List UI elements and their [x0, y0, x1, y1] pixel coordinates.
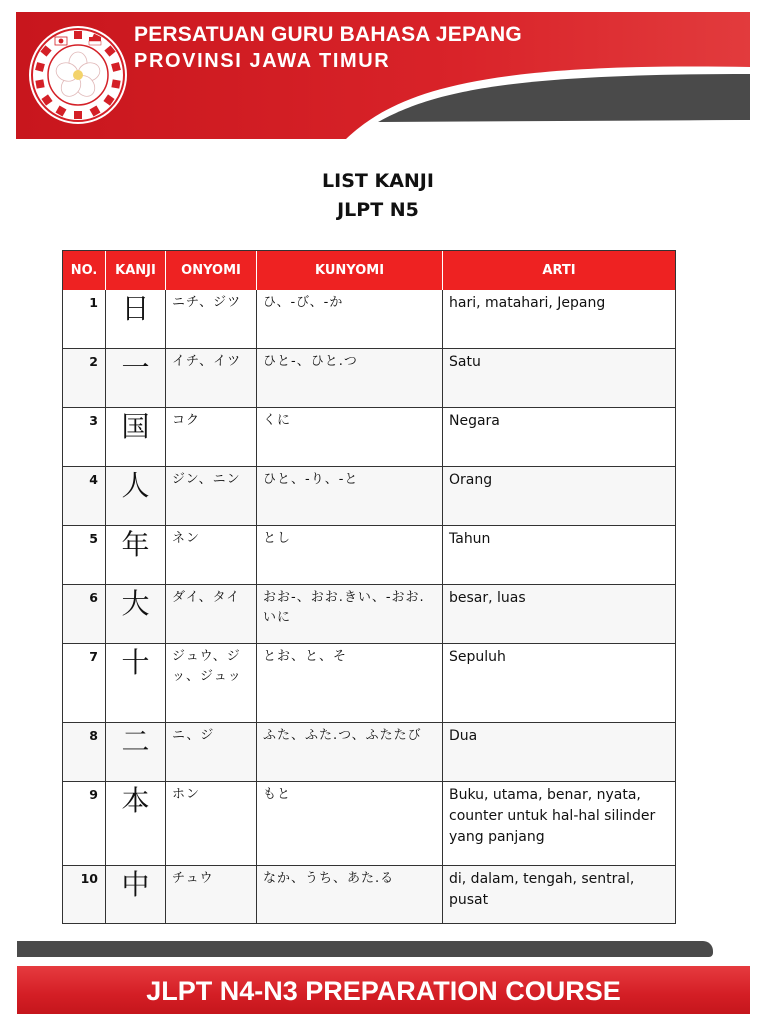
kunyomi-reading: ひと-、ひと.つ — [257, 349, 443, 408]
kanji-character: 二 — [106, 723, 166, 782]
header-no: NO. — [63, 251, 106, 290]
meaning: di, dalam, tengah, sentral, pusat — [443, 866, 676, 924]
header-onyomi: ONYOMI — [166, 251, 257, 290]
footer-course-title: JLPT N4-N3 PREPARATION COURSE — [146, 976, 621, 1006]
table-row — [63, 467, 676, 526]
kanji-character: 本 — [106, 782, 166, 866]
meaning: Tahun — [443, 526, 676, 585]
kunyomi-reading: とお、と、そ — [257, 644, 443, 723]
document-subtitle: JLPT N5 — [337, 199, 419, 221]
meaning: Satu — [443, 349, 676, 408]
table-row — [63, 723, 676, 782]
onyomi-reading: ホン — [166, 782, 257, 866]
onyomi-reading: イチ、イツ — [166, 349, 257, 408]
header-kunyomi: KUNYOMI — [257, 251, 443, 290]
onyomi-reading: ニ、ジ — [166, 723, 257, 782]
kanji-character: 国 — [106, 408, 166, 467]
table-row — [63, 290, 676, 349]
header-banner — [16, 12, 750, 139]
kunyomi-reading: くに — [257, 408, 443, 467]
row-number: 5 — [63, 526, 106, 585]
row-number: 9 — [63, 782, 106, 866]
header-province: PROVINSI JAWA TIMUR — [134, 50, 391, 72]
kanji-character: 一 — [106, 349, 166, 408]
meaning: besar, luas — [443, 585, 676, 644]
row-number: 8 — [63, 723, 106, 782]
kanji-character: 十 — [106, 644, 166, 723]
table-row — [63, 408, 676, 467]
table-row — [63, 585, 676, 644]
meaning: Dua — [443, 723, 676, 782]
row-number: 3 — [63, 408, 106, 467]
kunyomi-reading: なか、うち、あた.る — [257, 866, 443, 924]
row-number: 6 — [63, 585, 106, 644]
table-row — [63, 866, 676, 924]
meaning: hari, matahari, Jepang — [443, 290, 676, 349]
meaning: Negara — [443, 408, 676, 467]
meaning: Orang — [443, 467, 676, 526]
kunyomi-reading: もと — [257, 782, 443, 866]
table-row — [63, 782, 676, 866]
row-number: 10 — [63, 866, 106, 924]
footer-divider-bar — [17, 941, 713, 957]
kanji-character: 大 — [106, 585, 166, 644]
table-row — [63, 349, 676, 408]
kunyomi-reading: おお-、おお.きい、-おお.いに — [257, 585, 443, 644]
onyomi-reading: チュウ — [166, 866, 257, 924]
onyomi-reading: ニチ、ジツ — [166, 290, 257, 349]
kunyomi-reading: ふた、ふた.つ、ふたたび — [257, 723, 443, 782]
kunyomi-reading: ひと、-り、-と — [257, 467, 443, 526]
header-kanji: KANJI — [106, 251, 166, 290]
onyomi-reading: ネン — [166, 526, 257, 585]
kanji-character: 年 — [106, 526, 166, 585]
onyomi-reading: ダイ、タイ — [166, 585, 257, 644]
meaning: Buku, utama, benar, nyata, counter untuk hal-hal silinder yang panjang — [443, 782, 676, 866]
kunyomi-reading: とし — [257, 526, 443, 585]
onyomi-reading: コク — [166, 408, 257, 467]
table-header-row — [63, 251, 676, 290]
document-title: LIST KANJI — [322, 170, 434, 192]
row-number: 7 — [63, 644, 106, 723]
kanji-character: 中 — [106, 866, 166, 924]
row-number: 2 — [63, 349, 106, 408]
kanji-character: 人 — [106, 467, 166, 526]
header-organization-name: PERSATUAN GURU BAHASA JEPANG — [134, 23, 522, 46]
onyomi-reading: ジュウ、ジッ、ジュッ — [166, 644, 257, 723]
association-seal-logo — [28, 25, 128, 125]
row-number: 1 — [63, 290, 106, 349]
onyomi-reading: ジン、ニン — [166, 467, 257, 526]
meaning: Sepuluh — [443, 644, 676, 723]
footer-banner — [17, 966, 750, 1014]
row-number: 4 — [63, 467, 106, 526]
kanji-character: 日 — [106, 290, 166, 349]
table-row — [63, 644, 676, 723]
kanji-table — [62, 250, 676, 924]
header-arti: ARTI — [443, 251, 676, 290]
table-row — [63, 526, 676, 585]
kunyomi-reading: ひ、-び、-か — [257, 290, 443, 349]
